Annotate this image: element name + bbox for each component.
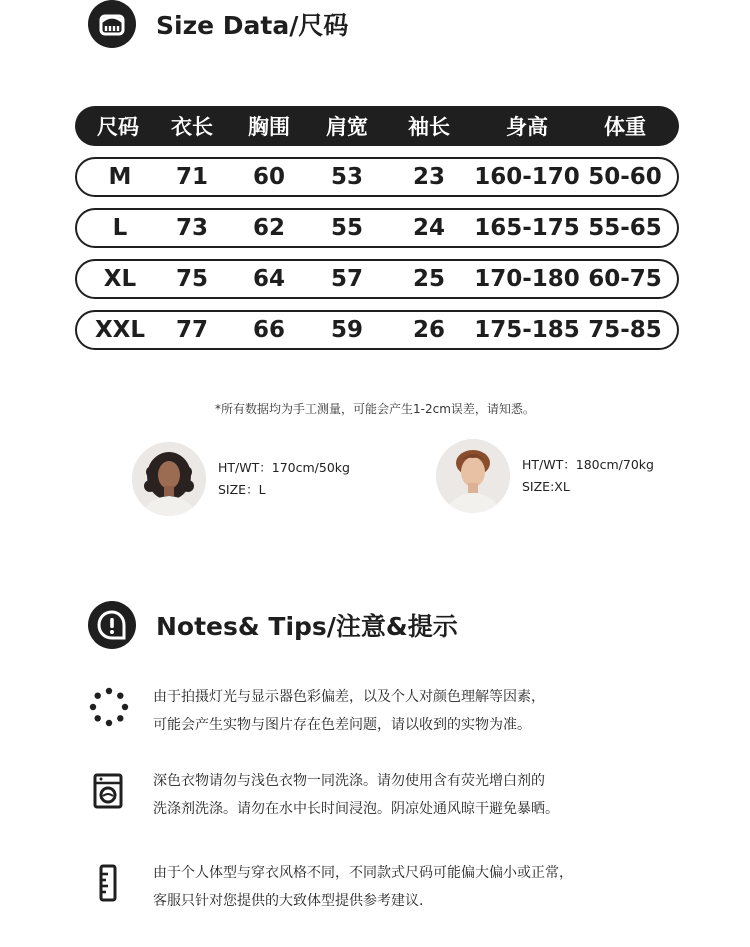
size-data-title: Size Data/尺码 bbox=[156, 11, 349, 40]
table-cell: 77 bbox=[175, 317, 208, 343]
table-cell: 26 bbox=[412, 317, 445, 343]
table-cell: XL bbox=[103, 266, 137, 292]
header-cell: 胸围 bbox=[248, 115, 290, 139]
table-cell: 50-60 bbox=[588, 164, 662, 190]
tip-text bbox=[153, 683, 545, 739]
notes-tips-title: Notes& Tips/注意&提示 bbox=[156, 612, 458, 641]
table-cell: 24 bbox=[412, 215, 445, 241]
measure-icon bbox=[89, 863, 129, 903]
table-cell: 25 bbox=[412, 266, 445, 292]
table-row bbox=[75, 310, 679, 350]
table-cell: 53 bbox=[330, 164, 363, 190]
table-cell: 160-170 bbox=[474, 164, 580, 190]
size-data-header bbox=[88, 0, 348, 48]
model-male bbox=[436, 439, 654, 513]
table-cell: 60-75 bbox=[588, 266, 662, 292]
table-cell: 55 bbox=[330, 215, 363, 241]
table-cell: 57 bbox=[330, 266, 363, 292]
header-cell: 衣长 bbox=[171, 115, 213, 139]
female-model-htwt: HT/WT：170cm/50kg bbox=[218, 460, 350, 475]
color-dots-icon bbox=[89, 687, 129, 727]
table-cell: 73 bbox=[175, 215, 208, 241]
table-cell: 75 bbox=[175, 266, 208, 292]
tip-line: 客服只针对您提供的大致体型提供参考建议. bbox=[153, 893, 424, 909]
table-header-row bbox=[75, 106, 679, 146]
table-cell: 165-175 bbox=[474, 215, 580, 241]
male-model-avatar bbox=[436, 439, 510, 513]
table-row bbox=[75, 157, 679, 197]
tip-color-difference bbox=[89, 683, 545, 739]
exclamation-icon bbox=[88, 601, 136, 649]
ruler-icon bbox=[88, 0, 136, 48]
table-cell: 71 bbox=[175, 164, 208, 190]
table-cell: 75-85 bbox=[588, 317, 662, 343]
header-cell: 体重 bbox=[604, 115, 646, 139]
tip-line: 深色衣物请勿与浅色衣物一同洗涤。请勿使用含有荧光增白剂的 bbox=[153, 773, 545, 789]
table-cell: 66 bbox=[252, 317, 285, 343]
table-cell: 55-65 bbox=[588, 215, 662, 241]
tip-washing bbox=[89, 767, 559, 823]
header-cell: 肩宽 bbox=[326, 115, 368, 139]
table-cell: 23 bbox=[412, 164, 445, 190]
table-cell: 59 bbox=[330, 317, 363, 343]
header-cell: 身高 bbox=[506, 115, 548, 139]
tip-line: 可能会产生实物与图片存在色差问题，请以收到的实物为准。 bbox=[153, 717, 531, 733]
table-cell: 62 bbox=[252, 215, 285, 241]
male-model-htwt: HT/WT：180cm/70kg bbox=[522, 457, 654, 472]
table-cell: M bbox=[108, 164, 132, 190]
table-cell: 170-180 bbox=[474, 266, 580, 292]
tip-line: 洗涤剂洗涤。请勿在水中长时间浸泡。阴凉处通风晾干避免暴晒。 bbox=[153, 801, 559, 817]
tip-text bbox=[153, 767, 559, 823]
table-row bbox=[75, 208, 679, 248]
table-row bbox=[75, 259, 679, 299]
washing-machine-icon bbox=[89, 771, 129, 811]
tip-text bbox=[153, 859, 573, 915]
header-cell: 尺码 bbox=[97, 115, 139, 139]
male-model-info bbox=[522, 454, 654, 498]
model-female bbox=[132, 442, 350, 516]
table-cell: 64 bbox=[252, 266, 285, 292]
tip-line: 由于个人体型与穿衣风格不同，不同款式尺码可能偏大偏小或正常， bbox=[153, 865, 573, 881]
tip-sizing-advice bbox=[89, 859, 573, 915]
table-cell: 175-185 bbox=[474, 317, 580, 343]
female-model-info bbox=[218, 457, 350, 501]
notes-tips-header bbox=[88, 601, 458, 649]
female-model-size: SIZE：L bbox=[218, 482, 266, 497]
measurement-footnote: *所有数据均为手工测量，可能会产生1-2cm误差，请知悉。 bbox=[215, 402, 535, 416]
table-cell: XXL bbox=[94, 317, 146, 343]
header-cell: 袖长 bbox=[408, 115, 450, 139]
tip-line: 由于拍摄灯光与显示器色彩偏差，以及个人对颜色理解等因素， bbox=[153, 689, 545, 705]
table-cell: 60 bbox=[252, 164, 285, 190]
male-model-size: SIZE:XL bbox=[522, 479, 570, 494]
table-cell: L bbox=[112, 215, 128, 241]
female-model-avatar bbox=[132, 442, 206, 516]
